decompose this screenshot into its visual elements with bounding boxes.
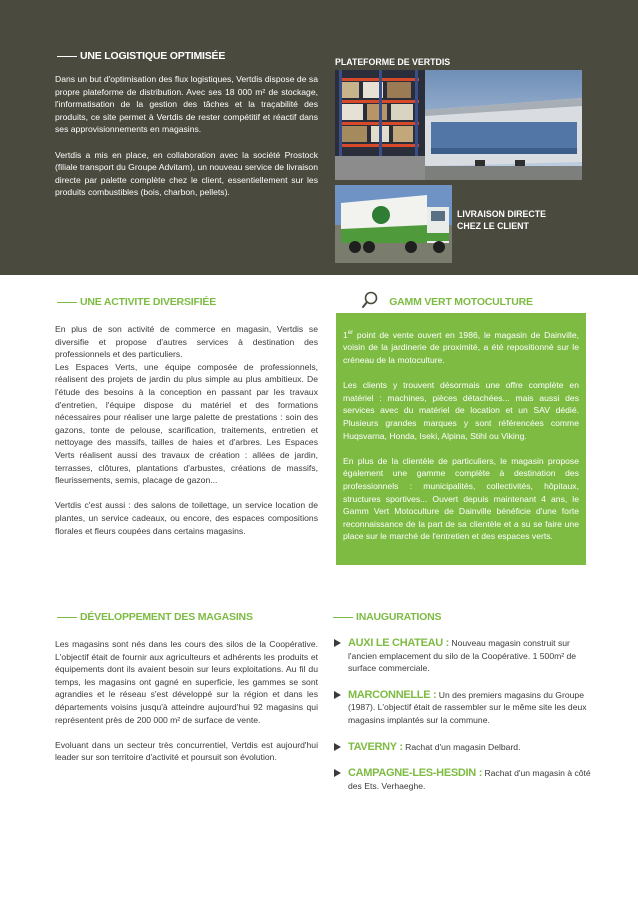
heading-rule <box>57 56 77 57</box>
motoculture-paragraph-3: En plus de la clientèle de particuliers, le magasin propose également une gamme complète à destination des professionnels : municipalités, collectivités, hôpitaux, structures sportives... Ouvert depuis maintenant 4 ans, le Gamm Vert Motoculture de Dainville bénéficie d'une forte reconnaissance de la part de sa clientèle et a su se faire une place sur le marché de l'entretien et des espaces verts. <box>343 455 579 542</box>
activite-paragraph-1: En plus de son activité de commerce en magasin, Vertdis se diversifie et propose d'autres services à destination des professionnels et des particuliers. <box>55 324 318 360</box>
livraison-caption-line-1: LIVRAISON DIRECTE <box>457 209 546 219</box>
motoculture-paragraph-1: 1er point de vente ouvert en 1986, le magasin de Dainville, voisin de la jardinerie de proximité, a été repositionné sur le créneau de la motoculture. <box>343 329 579 366</box>
activite-paragraph-2: Les Espaces Verts, une équipe composée de professionnels, réalisent des projets de jardin du plus simple au plus ambitieux. De l'étude des besoins à la conception en passant par les travaux d'entretien, l'équipe dispose du matériel et des formations nécessaires pour réaliser une large palette de prestations : soin des gazons, tonte de pelouse, scarification, traitements, entretien et nettoyage des massifs, tailles de haies et d'arbres. Les Espaces Verts réalisent aussi des travaux de création : allées de jardin, terrasses, clôtures, plantations d'arbustes, créations de massifs, fleurissements, semis, placage de gazon... <box>55 361 318 486</box>
developpement-paragraph-1: Les magasins sont nés dans les cours des silos de la Coopérative. L'objectif était de fournir aux agriculteurs et adhérents les produits et équipements dont ils avaient besoin sur leurs exploitations. Au fil du temps, les magasins ont gagné en superficie, les gammes se sont agrandies et le réseau s'est développé sur la région et dans les départements voisins jusqu'à atteindre aujourd'hui 92 magasins qui représentent près de 200 000 m² de surface de vente. <box>55 639 318 725</box>
inauguration-item <box>333 689 593 727</box>
triangle-bullet-icon <box>334 743 341 751</box>
inauguration-item <box>333 767 593 792</box>
motoculture-text <box>343 327 579 556</box>
section-heading-activite: UNE ACTIVITE DIVERSIFIÉE <box>57 296 216 308</box>
triangle-bullet-icon <box>334 691 341 699</box>
inauguration-place: TAVERNY : <box>348 740 403 753</box>
inauguration-description: Rachat d'un magasin à côté des Ets. Verhaeghe. <box>348 768 591 791</box>
heading-rule <box>57 617 77 618</box>
logistique-paragraph-1: Dans un but d'optimisation des flux logistiques, Vertdis dispose de sa propre plateforme de distribution. Avec ses 18 000 m² de stockage, l'informatisation de la gestion des tâches et la traçabilité des produits, ce site permet à Vertdis de rester compétitif et réactif dans ses approvisionnements en magasins. <box>55 74 318 135</box>
section-heading-developpement: DÉVELOPPEMENT DES MAGASINS <box>57 611 253 623</box>
section-heading-logistique: UNE LOGISTIQUE OPTIMISÉE <box>57 50 225 62</box>
livraison-caption <box>457 208 546 232</box>
inauguration-description: Nouveau magasin construit sur l'ancien emplacement du silo de la Coopérative. 1 500m² de surface commerciale. <box>348 638 577 674</box>
livraison-caption-line-2: CHEZ LE CLIENT <box>457 221 529 231</box>
activite-paragraph-3: Vertdis c'est aussi : des salons de toilettage, un service location de plantes, un service cadeaux, ou encore, des espaces compositions florales et fleurs coupées dans certains magasins. <box>55 500 318 536</box>
heading-rule <box>333 617 353 618</box>
heading-rule <box>57 302 77 303</box>
section-heading-inaugurations: INAUGURATIONS <box>333 611 441 623</box>
truck-photo <box>335 185 452 263</box>
logistique-text <box>55 73 318 199</box>
triangle-bullet-icon <box>334 639 341 647</box>
inauguration-place: MARCONNELLE : <box>348 688 437 701</box>
motoculture-paragraph-2: Les clients y trouvent désormais une offre complète en matériel : machines, pièces détachées... mais aussi des services avec du matériel de location et un SAV dédié. Plusieurs grandes marques y sont référencées comme Huqsvarna, Honda, Iseki, Alpina, Stihl ou Viking. <box>343 380 579 441</box>
activite-text <box>55 323 318 537</box>
truck-illustration <box>335 185 452 263</box>
inaugurations-list <box>333 637 593 806</box>
motoculture-title: GAMM VERT MOTOCULTURE <box>389 296 533 308</box>
inauguration-place: AUXI LE CHATEAU : <box>348 637 450 649</box>
developpement-text <box>55 638 318 764</box>
developpement-paragraph-2: Evoluant dans un secteur très concurrentiel, Vertdis est aujourd'hui leader sur son territoire d'activité et poursuit son évolution. <box>55 739 318 763</box>
plateforme-caption: PLATEFORME DE VERTDIS <box>335 57 451 67</box>
logistique-paragraph-2: Vertdis a mis en place, en collaboration avec la société Prostock (filiale transport du Groupe Advitam), un nouveau service de livraison directe par palette complète chez le client, essentiellement sur les produits combustibles (bois, charbon, pellets). <box>55 149 318 198</box>
triangle-bullet-icon <box>334 769 341 777</box>
inauguration-description: Rachat d'un magasin Delbard. <box>402 741 521 752</box>
inauguration-item <box>333 741 593 754</box>
inauguration-description: Un des premiers magasins du Groupe (1987). L'objectif était de rassembler sur le même site les deux magasins implantés sur la commune. <box>348 689 587 725</box>
warehouse-photo <box>335 70 582 180</box>
warehouse-illustration <box>335 70 582 180</box>
inauguration-item <box>333 637 593 675</box>
inauguration-place: CAMPAGNE-LES-HESDIN : <box>348 767 483 780</box>
